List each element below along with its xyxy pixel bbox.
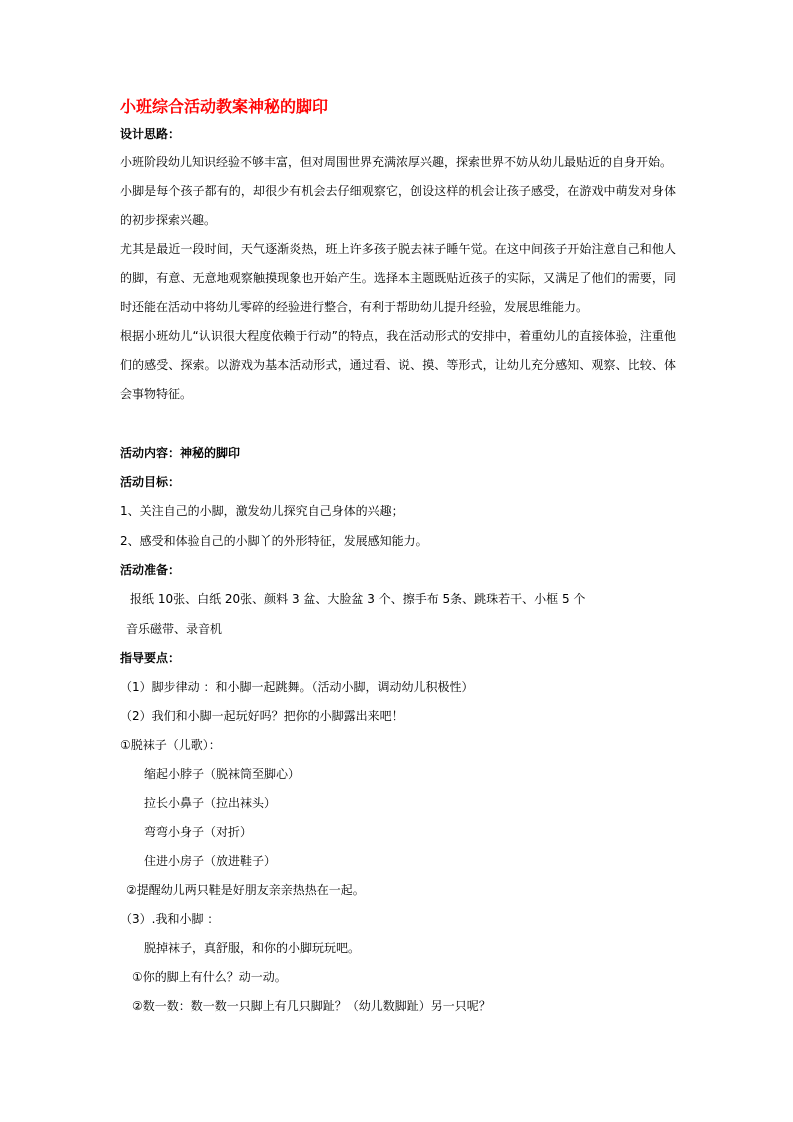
design-paragraphs xyxy=(120,148,676,409)
paragraph-line: 小班阶段幼儿知识经验不够丰富，但对周围世界充满浓厚兴趣，探索世界不妨从幼儿最贴近的自身开始。 xyxy=(120,155,673,169)
guide-step: （3）.我和小脚 ： xyxy=(120,912,220,926)
prep-item: 音乐磁带、录音机 xyxy=(126,622,223,636)
rhyme-line: 弯弯小身子（对折） xyxy=(144,825,253,839)
guide-subitem: ①脱袜子（儿歌）： xyxy=(120,738,221,752)
paragraph-line: 的初步探索兴趣。 xyxy=(120,213,217,227)
prep-item: 报纸 10张、白纸 20张、颜料 3 盆、大脸盆 3 个、擦手布 5条、跳珠若干、小框 5 个 xyxy=(130,592,586,606)
rhyme-line: 拉长小鼻子（拉出袜头） xyxy=(144,796,277,810)
guide-step: （2）我们和小脚一起玩好吗？把你的小脚露出来吧！ xyxy=(120,709,404,723)
goals-heading: 活动目标： xyxy=(120,475,181,489)
rhyme-line: 住进小房子（放进鞋子） xyxy=(144,854,277,868)
document-title: 小班综合活动教案神秘的脚印 xyxy=(120,97,329,116)
rhyme-line: 缩起小脖子（脱袜筒至脚心） xyxy=(144,767,301,781)
prep-heading: 活动准备： xyxy=(120,563,181,577)
guide-text: 脱掉袜子，真舒服，和你的小脚玩玩吧。 xyxy=(144,941,361,955)
guide-heading: 指导要点： xyxy=(120,651,181,665)
guide-step: （1）脚步律动 ：和小脚一起跳舞。（活动小脚，调动幼儿积极性） xyxy=(120,680,474,694)
paragraph-line: 们的感受、探索。以游戏为基本活动形式，通过看、说、摸、等形式，让幼儿充分感知、观察、比较、体 xyxy=(120,358,676,372)
guide-question: ①你的脚上有什么？动一动。 xyxy=(132,970,287,984)
guide-question: ②数一数：数一数一只脚上有几只脚趾？（幼儿数脚趾）另一只呢？ xyxy=(132,999,491,1013)
guide-subitem: ②提醒幼儿两只鞋是好朋友亲亲热热在一起。 xyxy=(126,883,365,897)
paragraph-line: 根据小班幼儿“认识很大程度依赖于行动”的特点，我在活动形式的安排中，着重幼儿的直接体验，注重他 xyxy=(120,329,676,343)
paragraph-line: 会事物特征。 xyxy=(120,387,193,401)
goal-item: 1、关注自己的小脚，激发幼儿探究自己身体的兴趣； xyxy=(120,504,404,518)
design-heading: 设计思路： xyxy=(120,127,181,141)
goal-item: 2、感受和体验自己的小脚丫的外形特征，发展感知能力。 xyxy=(120,534,428,548)
paragraph-line: 尤其是最近一段时间，天气逐渐炎热，班上许多孩子脱去袜子睡午觉。在这中间孩子开始注意自己和他人 xyxy=(120,242,676,256)
paragraph-line: 时还能在活动中将幼儿零碎的经验进行整合，有利于帮助幼儿提升经验，发展思维能力。 xyxy=(120,300,589,314)
paragraph-line: 的脚，有意、无意地观察触摸现象也开始产生。选择本主题既贴近孩子的实际，又满足了他们的需要，同 xyxy=(120,271,676,285)
activity-content: 活动内容：神秘的脚印 xyxy=(120,446,241,460)
paragraph-line: 小脚是每个孩子都有的，却很少有机会去仔细观察它，创设这样的机会让孩子感受，在游戏中萌发对身体 xyxy=(120,184,676,198)
